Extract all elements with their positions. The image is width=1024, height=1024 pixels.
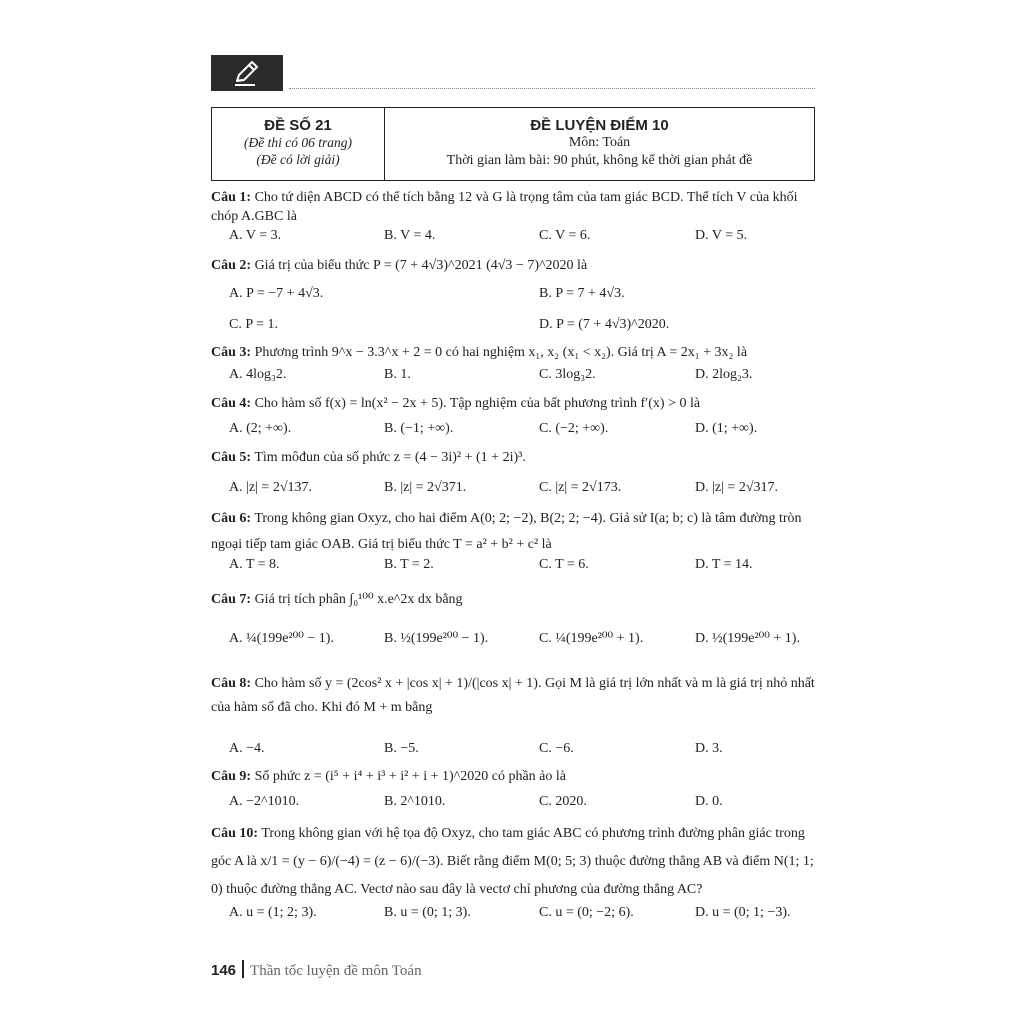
question-4 — [211, 394, 815, 413]
question-text: Trong không gian Oxyz, cho hai điểm A(0; 2; −2), B(2; 2; −4). Giả sử I(a; b; c) là tâm đường tròn ngoại tiếp tam giác OAB. Giá trị biểu thức T = a² + b² + c² là — [211, 511, 802, 552]
option-a: A. −4. — [229, 741, 265, 756]
question-text: Cho hàm số y = (2cos² x + |cos x| + 1)/(|cos x| + 1). Gọi M là giá trị lớn nhất và m là giá trị nhỏ nhất của hàm số đã cho. Khi đó M + m bằng — [211, 676, 815, 715]
option-a: A. (2; +∞). — [229, 421, 292, 436]
question-10 — [211, 820, 815, 904]
option-d: D. u = (0; 1; −3). — [695, 905, 791, 920]
question-text: Cho tứ diện ABCD có thể tích bằng 12 và G là trọng tâm của tam giác BCD. Thể tích V của khối chóp A.GBC là — [211, 190, 798, 224]
question-6 — [211, 506, 815, 558]
page-footer — [211, 960, 422, 980]
question-label: Câu 9: — [211, 769, 252, 784]
question-text: Số phức z = (i⁵ + i⁴ + i³ + i² + i + 1)^2020 có phần ảo là — [254, 769, 566, 784]
question-8 — [211, 672, 815, 720]
option-d: D. 2log₂3. — [695, 367, 753, 382]
exam-header — [211, 107, 815, 181]
question-text: Tìm môđun của số phức z = (4 − 3i)² + (1 + 2i)³. — [254, 450, 526, 465]
question-label: Câu 1: — [211, 190, 252, 205]
option-d: D. (1; +∞). — [695, 421, 758, 436]
options-2-row2 — [229, 317, 815, 337]
option-a: A. V = 3. — [229, 228, 282, 243]
question-7 — [211, 590, 815, 609]
option-c: C. u = (0; −2; 6). — [539, 905, 634, 920]
options-6 — [229, 557, 815, 577]
option-b: B. ½(199e²⁰⁰ − 1). — [384, 631, 489, 646]
page — [211, 0, 815, 1024]
option-c: C. V = 6. — [539, 228, 591, 243]
solution-note: (Đề có lời giải) — [256, 152, 340, 167]
option-b: B. P = 7 + 4√3. — [539, 286, 625, 301]
option-d: D. V = 5. — [695, 228, 748, 243]
option-a: A. |z| = 2√137. — [229, 480, 313, 495]
time-limit: Thời gian làm bài: 90 phút, không kể thời gian phát đề — [446, 153, 753, 168]
page-number: 146 — [211, 962, 237, 979]
options-7 — [229, 630, 815, 650]
exam-info-cell — [385, 108, 814, 180]
question-text: Trong không gian với hệ tọa độ Oxyz, cho tam giác ABC có phương trình đường phân giác trong góc A là x/1 = (y − 6)/(−4) = (z − 6)/(−3). Biết rằng điểm M(0; 5; 3) thuộc đường thẳng AB và điểm N(1; 1; 0) thuộc đường thẳng AC. Vectơ nào sau đây là vectơ chỉ phương của đường thẳng AC? — [211, 826, 814, 897]
question-2 — [211, 256, 815, 275]
option-a: A. u = (1; 2; 3). — [229, 905, 317, 920]
question-label: Câu 10: — [211, 826, 259, 841]
subject: Môn: Toán — [568, 135, 631, 150]
question-label: Câu 2: — [211, 258, 252, 273]
dotted-rule — [289, 88, 815, 89]
question-text: Phương trình 9^x − 3.3^x + 2 = 0 có hai nghiệm x₁, x₂ (x₁ < x₂). Giá trị A = 2x₁ + 3x₂ là — [254, 345, 748, 360]
option-b: B. V = 4. — [384, 228, 436, 243]
option-d: D. 0. — [695, 794, 723, 809]
option-d: D. 3. — [695, 741, 723, 756]
options-10 — [229, 905, 815, 925]
option-b: B. u = (0; 1; 3). — [384, 905, 471, 920]
question-label: Câu 7: — [211, 592, 252, 607]
option-d: D. T = 14. — [695, 557, 753, 572]
option-c: C. −6. — [539, 741, 574, 756]
pencil-badge — [211, 55, 283, 91]
options-8 — [229, 741, 815, 761]
question-3 — [211, 343, 815, 362]
option-c: C. (−2; +∞). — [539, 421, 609, 436]
footer-divider — [242, 960, 244, 978]
option-c: C. 3log₃2. — [539, 367, 596, 382]
question-9 — [211, 767, 815, 786]
question-1 — [211, 188, 815, 226]
question-label: Câu 4: — [211, 396, 252, 411]
page-count-note: (Đề thi có 06 trang) — [244, 135, 352, 150]
options-1 — [229, 228, 815, 248]
option-c: C. |z| = 2√173. — [539, 480, 622, 495]
option-c: C. P = 1. — [229, 317, 278, 332]
question-label: Câu 5: — [211, 450, 252, 465]
question-label: Câu 3: — [211, 345, 252, 360]
option-a: A. ¼(199e²⁰⁰ − 1). — [229, 631, 334, 646]
question-text: Cho hàm số f(x) = ln(x² − 2x + 5). Tập nghiệm của bất phương trình f′(x) > 0 là — [254, 396, 701, 411]
options-4 — [229, 421, 815, 441]
option-a: A. −2^1010. — [229, 794, 300, 809]
option-a: A. T = 8. — [229, 557, 280, 572]
book-title: Thần tốc luyện đề môn Toán — [250, 963, 422, 979]
option-b: B. |z| = 2√371. — [384, 480, 467, 495]
option-b: B. −5. — [384, 741, 419, 756]
options-2-row1 — [229, 286, 815, 306]
options-5 — [229, 480, 815, 500]
question-text: Giá trị của biểu thức P = (7 + 4√3)^2021 (4√3 − 7)^2020 là — [254, 258, 588, 273]
question-text: Giá trị tích phân ∫₀¹⁰⁰ x.e^2x dx bằng — [254, 592, 463, 607]
options-3 — [229, 367, 815, 387]
option-c: C. T = 6. — [539, 557, 589, 572]
question-label: Câu 8: — [211, 676, 252, 691]
option-d: D. P = (7 + 4√3)^2020. — [539, 317, 670, 332]
option-b: B. (−1; +∞). — [384, 421, 454, 436]
exam-title: ĐỀ LUYỆN ĐIỂM 10 — [530, 117, 669, 134]
pencil-icon — [233, 59, 261, 87]
option-c: C. 2020. — [539, 794, 587, 809]
option-a: A. 4log₃2. — [229, 367, 287, 382]
option-c: C. ¼(199e²⁰⁰ + 1). — [539, 631, 644, 646]
option-a: A. P = −7 + 4√3. — [229, 286, 324, 301]
option-b: B. 2^1010. — [384, 794, 446, 809]
exam-number: ĐỀ SỐ 21 — [264, 117, 332, 134]
question-5 — [211, 448, 815, 467]
option-b: B. T = 2. — [384, 557, 434, 572]
options-9 — [229, 794, 815, 814]
exam-id-cell — [212, 108, 385, 180]
question-label: Câu 6: — [211, 511, 252, 526]
option-d: D. |z| = 2√317. — [695, 480, 779, 495]
option-d: D. ½(199e²⁰⁰ + 1). — [695, 631, 800, 646]
option-b: B. 1. — [384, 367, 411, 382]
